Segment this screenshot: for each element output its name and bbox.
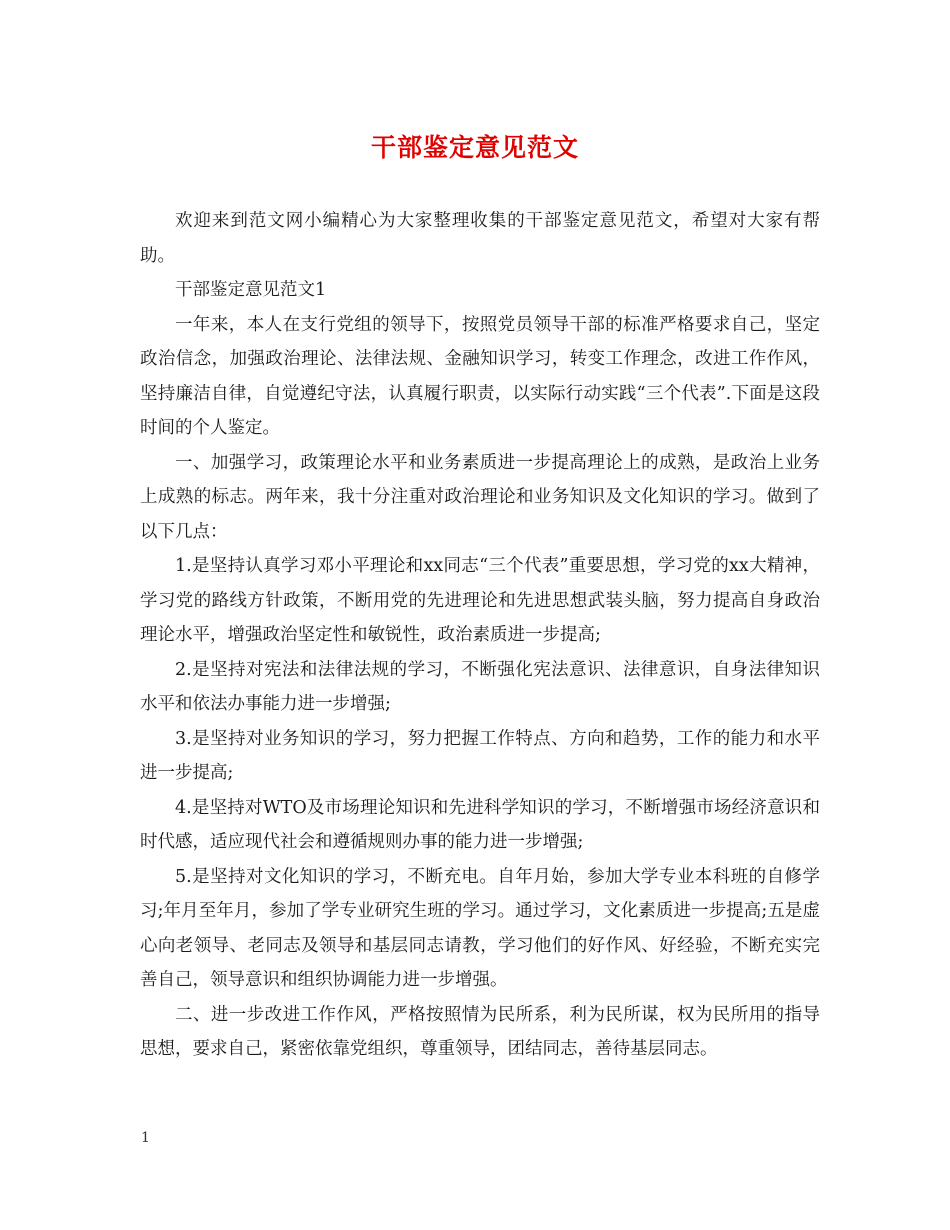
paragraph-item-2: 2.是坚持对宪法和法律法规的学习，不断强化宪法意识、法律意识，自身法律知识水平和依法办事能力进一步增强;: [140, 659, 820, 714]
paragraph-overview: 一年来，本人在支行党组的领导下，按照党员领导干部的标准严格要求自己，坚定政治信念，加强政治理论、法律法规、金融知识学习，转变工作理念，改进工作作风，坚持廉洁自律，自觉遵纪守法，认真履行职责，以实际行动实践“三个代表”.下面是这段时间的个人鉴定。: [140, 314, 820, 438]
paragraph-section-two: 二、进一步改进工作作风，严格按照情为民所系，利为民所谋，权为民所用的指导思想，要求自己，紧密依靠党组织，尊重领导，团结同志，善待基层同志。: [140, 1004, 820, 1059]
paragraph-item-1: 1.是坚持认真学习邓小平理论和xx同志“三个代表”重要思想，学习党的xx大精神，学习党的路线方针政策，不断用党的先进理论和先进思想武装头脑，努力提高自身政治理论水平，增强政治坚定性和敏锐性，政治素质进一步提高;: [140, 556, 820, 645]
paragraph-section-one: 一、加强学习，政策理论水平和业务素质进一步提高理论上的成熟，是政治上业务上成熟的标志。两年来，我十分注重对政治理论和业务知识及文化知识的学习。做到了以下几点：: [140, 452, 820, 542]
paragraph-item-3: 3.是坚持对业务知识的学习，努力把握工作特点、方向和趋势，工作的能力和水平进一步提高;: [140, 728, 820, 783]
paragraph-intro: 欢迎来到范文网小编精心为大家整理收集的干部鉴定意见范文，希望对大家有帮助。: [140, 211, 820, 266]
document-body: [140, 204, 820, 1067]
page-number: 1: [141, 1130, 150, 1146]
paragraph-subtitle: 干部鉴定意见范文1: [175, 280, 327, 300]
document-title: 干部鉴定意见范文: [370, 133, 579, 162]
paragraph-item-5: 5.是坚持对文化知识的学习，不断充电。自年月始，参加大学专业本科班的自修学习;年月至年月，参加了学专业研究生班的学习。通过学习，文化素质进一步提高;五是虚心向老领导、老同志及领导和基层同志请教，学习他们的好作风、好经验，不断充实完善自己，领导意识和组织协调能力进一步增强。: [140, 866, 820, 990]
paragraph-item-4: 4.是坚持对WTO及市场理论知识和先进科学知识的学习，不断增强市场经济意识和时代感，适应现代社会和遵循规则办事的能力进一步增强;: [140, 797, 820, 852]
